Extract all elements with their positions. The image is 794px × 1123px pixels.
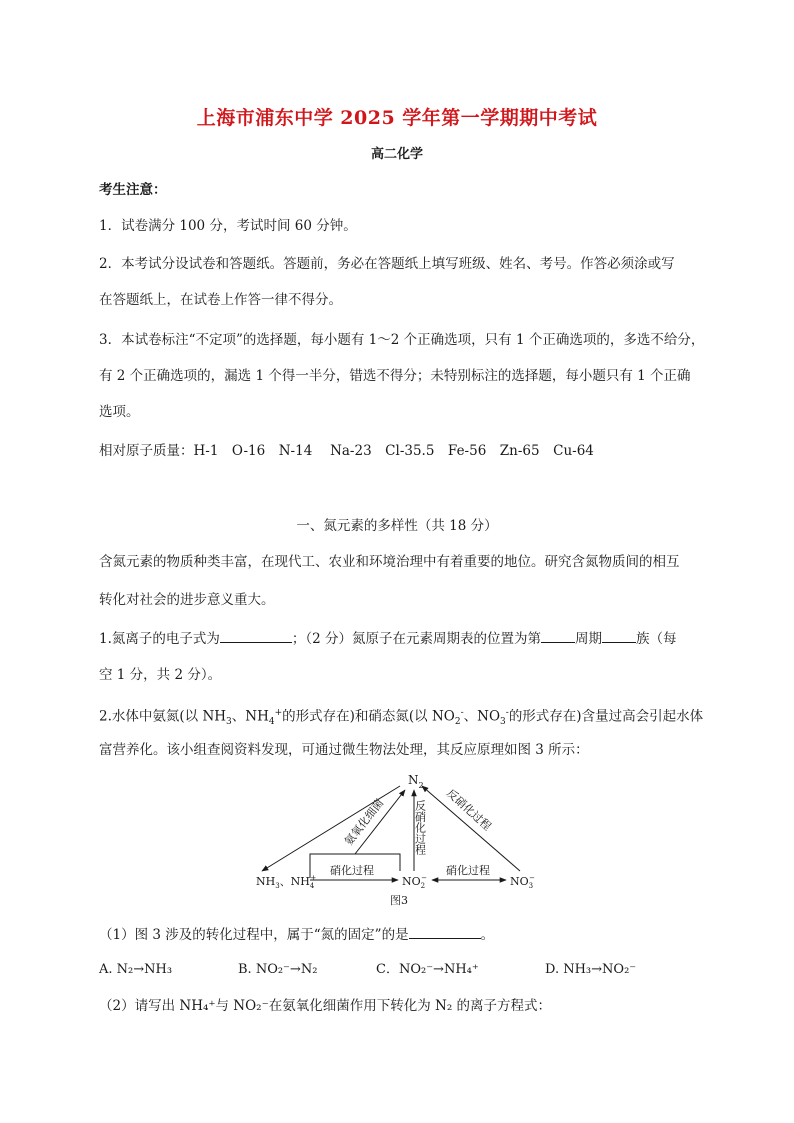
n2-label: $N_2$	[408, 773, 424, 790]
q1-prefix: 1.氮离子的电子式为	[99, 631, 220, 647]
nitrite-label: $NO_2-$	[402, 874, 427, 890]
exam-title: 上海市浦东中学 2025 学年第一学期期中考试	[196, 107, 598, 129]
q2-1-end: 。	[480, 927, 495, 943]
question-2-2: （2）请写出 NH₄⁺与 NO₂⁻在氨氧化细菌作用下转化为 N₂ 的离子方程式：	[99, 998, 552, 1014]
nitrogen-cycle-diagram	[250, 768, 550, 908]
option-c[interactable]: C．NO₂⁻→NH₄⁺	[376, 962, 479, 977]
fixation-arrow	[262, 786, 400, 871]
q2-text: 、NH	[231, 708, 269, 725]
section-intro-a: 含氮元素的物质种类丰富，在现代工、农业和环境治理中有着重要的地位。研究含氮物质间的相互	[99, 554, 680, 570]
option-b[interactable]: B. NO₂⁻→N₂	[238, 962, 318, 977]
option-d[interactable]: D. NH₃→NO₂⁻	[545, 962, 637, 977]
q1-group: 族（每	[636, 631, 677, 647]
ammonia-species-label: $NH_3$、$NH_4+$	[256, 874, 317, 890]
q1-period: 周期	[575, 631, 603, 647]
question-2-line-a	[99, 703, 704, 732]
denitrification-label-right: 反硝化过程	[443, 786, 494, 834]
notice-item-3a: 3．本试卷标注“不定项”的选择题，每小题有 1～2 个正确选项，只有 1 个正确选项的，多选不给分，	[99, 332, 705, 348]
ammonia-oxidation-label: 氨氧化细菌	[342, 796, 387, 848]
denitrification-arrow-right	[422, 786, 520, 871]
atomic-masses: 相对原子质量：H-1 O-16 N-14 Na-23 Cl-35.5 Fe-56 Zn-65 Cu-64	[99, 443, 594, 459]
subscript: 3	[500, 717, 506, 728]
notice-item-3c: 选项。	[99, 404, 140, 420]
answer-blank	[220, 628, 292, 643]
section-heading: 一、氮元素的多样性（共 18 分）	[296, 518, 498, 534]
q2-text: 2.水体中氨氮(以 NH	[99, 708, 227, 725]
nitrification-label-left: 硝化过程	[330, 864, 374, 877]
q2-text: 的形式存在)含量过高会引起水体	[508, 708, 704, 725]
subscript: 2	[454, 717, 461, 728]
notice-heading: 考生注意：	[99, 182, 167, 198]
answer-blank	[409, 924, 481, 939]
nitrate-label: $NO_3-$	[510, 874, 535, 890]
q1-middle: ；（2 分）氮原子在元素周期表的位置为第	[291, 631, 542, 647]
superscript: -	[460, 708, 464, 718]
q2-text: 、NO	[463, 708, 501, 725]
superscript: +	[274, 708, 283, 718]
nitrification-label-right: 硝化过程	[446, 864, 490, 877]
answer-blank	[541, 628, 575, 643]
exam-subtitle: 高二化学	[370, 147, 423, 162]
question-2-line-b: 富营养化。该小组查阅资料发现，可通过微生物法处理，其反应原理如图 3 所示：	[99, 742, 589, 758]
denitrification-label-mid: 反硝化过程	[413, 800, 427, 855]
q2-text: 的形式存在)和硝态氮(以 NO	[282, 708, 455, 725]
q2-1-text: （1）图 3 涉及的转化过程中，属于“氮的固定”的是	[99, 927, 409, 943]
question-2-1	[99, 924, 699, 945]
notice-item-1: 1．试卷满分 100 分，考试时间 60 分钟。	[99, 218, 357, 234]
question-1-line-b: 空 1 分，共 2 分）。	[99, 667, 222, 683]
notice-item-2a: 2．本考试分设试卷和答题纸。答题前，务必在答题纸上填写班级、姓名、考号。作答必须涂或写	[99, 256, 675, 272]
notice-item-3b: 有 2 个正确选项的，漏选 1 个得一半分，错选不得分；未特别标注的选择题，每小题只有 1 个正确	[99, 368, 691, 384]
answer-blank	[602, 628, 636, 643]
question-1-line-a	[99, 628, 699, 649]
notice-item-2b: 在答题纸上，在试卷上作答一律不得分。	[99, 292, 342, 308]
subscript: 4	[268, 717, 275, 728]
section-intro-b: 转化对社会的进步意义重大。	[99, 592, 275, 608]
option-a[interactable]: A. N₂→NH₃	[99, 962, 173, 977]
subscript: 3	[226, 717, 232, 728]
figure-caption: 图3	[390, 894, 408, 907]
superscript: -	[505, 708, 509, 718]
